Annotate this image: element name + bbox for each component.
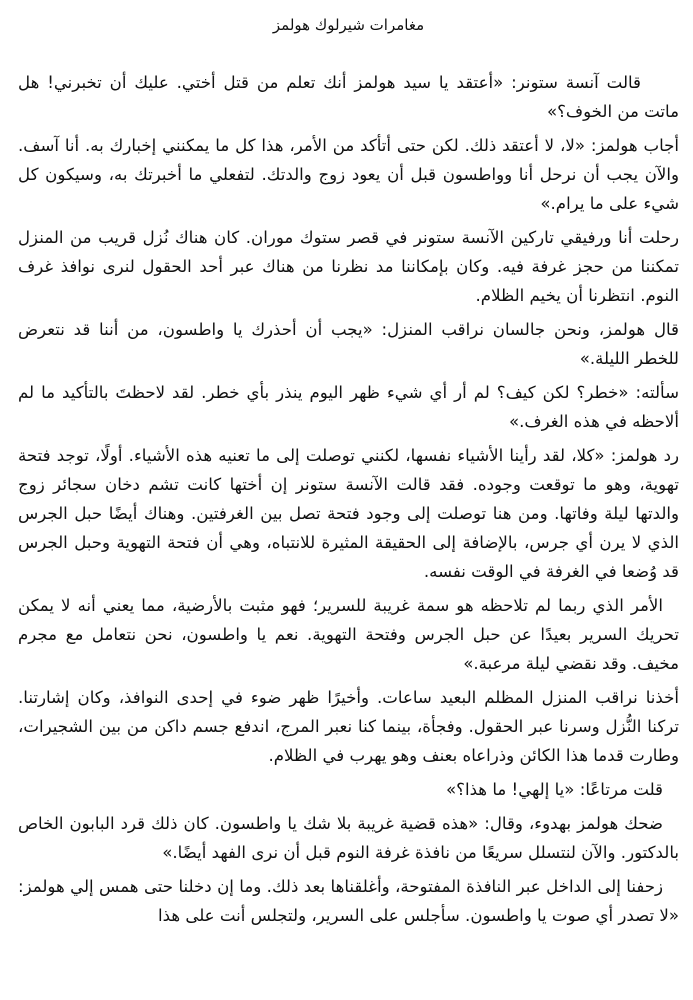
running-head-title: مغامرات شيرلوك هولمز [272,16,425,34]
paragraph: قلت مرتاعًا: «يا إلهي! ما هذا؟» [446,780,663,799]
paragraph: أجاب هولمز: «لا، لا أعتقد ذلك. لكن حتى أتأكد من الأمر، هذا كل ما يمكنني إخبارك به. أنا آسف. والآن يجب أن نرحل أنا وواطسون قبل أن يعود زوج والدتك. لتفعلي ما أخبرتك به، وسيكون كل شيء على ما يرام.» [18,136,679,213]
paragraph: سألته: «خطر؟ لكن كيف؟ لم أر أي شيء ظهر اليوم ينذر بأي خطر. لقد لاحظتَ بالتأكيد ما لم ألاحظه في هذه الغرف.» [18,383,679,431]
paragraph: قالت آنسة ستونر: «أعتقد يا سيد هولمز أنك تعلم من قتل أختي. عليك أن تخبرني! هل ماتت من الخوف؟» [18,73,679,121]
paragraph: قال هولمز، ونحن جالسان نراقب المنزل: «يجب أن أحذرك يا واطسون، من أننا قد نتعرض للخطر الليلة.» [18,320,679,368]
paragraph: زحفنا إلى الداخل عبر النافذة المفتوحة، وأغلقناها بعد ذلك. وما إن دخلنا حتى همس إلي هولمز: «لا تصدر أي صوت يا واطسون. سأجلس على السرير، ولتجلس أنت على هذا [18,877,679,925]
paragraph: رحلت أنا ورفيقي تاركين الآنسة ستونر في قصر ستوك موران. كان هناك نُزل قريب من المنزل تمكننا من حجز غرفة فيه. وكان بإمكاننا مد نظرنا من هناك عبر أحد الحقول لنرى نوافذ غرف النوم. انتظرنا أن يخيم الظلام. [18,228,679,305]
body-text [18,68,679,930]
paragraph: الأمر الذي ربما لم تلاحظه هو سمة غريبة للسرير؛ فهو مثبت بالأرضية، مما يعني أنه لا يمكن تحريك السرير بعيدًا عن حبل الجرس وفتحة التهوية. نعم يا واطسون، نحن نتعامل مع مجرم مخيف. وقد نقضي ليلة مرعبة.» [18,596,679,673]
paragraph: رد هولمز: «كلا، لقد رأينا الأشياء نفسها، لكنني توصلت إلى ما تعنيه هذه الأشياء. أولًا، توجد فتحة تهوية، وهو ما توقعت وجوده. فقد قالت الآنسة ستونر إن أختها كانت تشم دخان سجائر زوج والدتها ليلة وفاتها. ومن هنا توصلت إلى وجود فتحة تصل بين الغرفتين. وهناك أيضًا حبل الجرس الذي لا يرن أي جرس، بالإضافة إلى الحقيقة المثيرة للانتباه، وهي أن فتحة التهوية وحبل الجرس قد وُضعا في الغرفة في الوقت نفسه. [18,446,679,581]
paragraph: ضحك هولمز بهدوء، وقال: «هذه قضية غريبة بلا شك يا واطسون. كان ذلك قرد البابون الخاص بالدكتور. والآن لنتسلل سريعًا من نافذة غرفة النوم قبل أن نرى الفهد أيضًا.» [18,814,679,862]
paragraph: أخذنا نراقب المنزل المظلم البعيد ساعات. وأخيرًا ظهر ضوء في إحدى النوافذ، وكان إشارتنا. تركنا النُّزل وسرنا عبر الحقول. وفجأة، بينما كنا نعبر المرج، اندفع جسم داكن من بين الشجيرات، وطارت قدما هذا الكائن وذراعاه بعنف وهو يهرب في الظلام. [18,688,679,765]
